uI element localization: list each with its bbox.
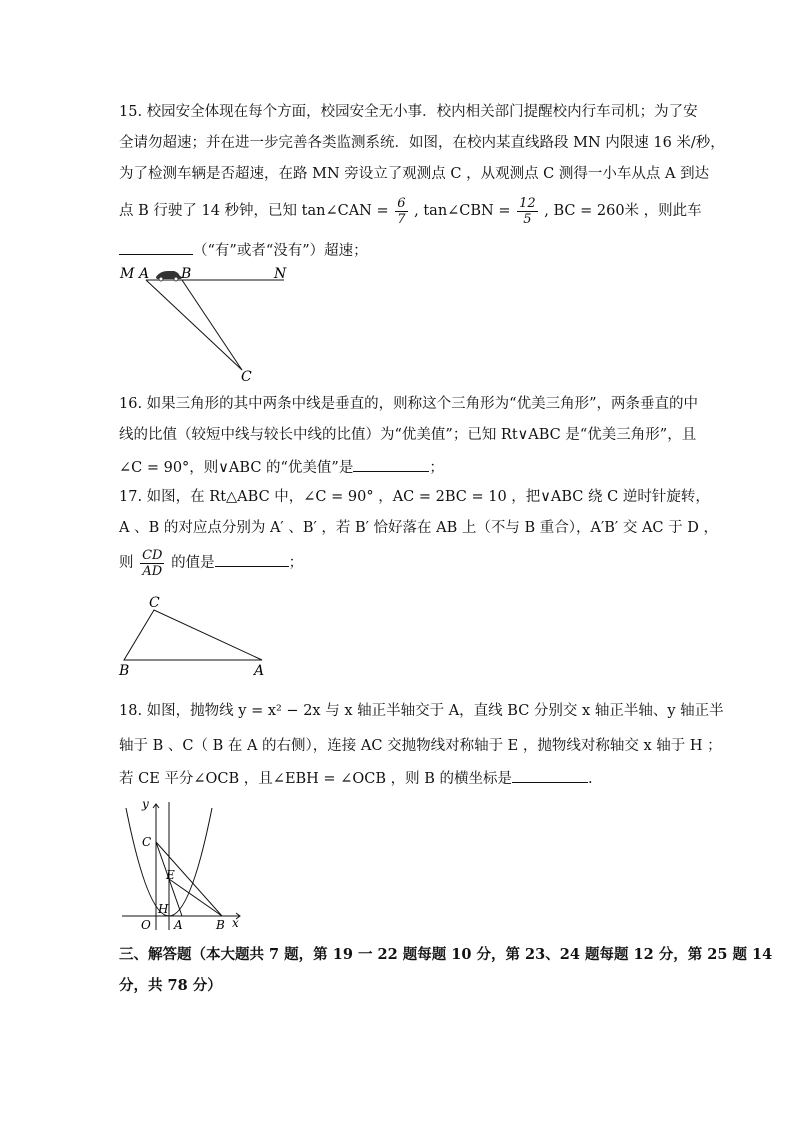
label-y: y <box>142 797 149 811</box>
q15-frac1-num: 6 <box>397 195 406 211</box>
q15-line4-post: , BC = 260米 ，则此车 <box>544 203 702 219</box>
q17-figure <box>114 592 274 680</box>
q17-line3 <box>119 544 303 582</box>
line-ac <box>146 280 242 370</box>
q15-frac1-den: 7 <box>397 211 406 227</box>
label-b: B <box>216 918 225 932</box>
q15-frac2-den: 5 <box>523 211 532 227</box>
q17-answer-blank[interactable] <box>215 550 289 567</box>
q18-line2: 轴于 B 、C（ B 在 A 的右侧），连接 AC 交抛物线对称轴于 E ，抛物线对称轴交 x 轴于 H ； <box>119 738 722 754</box>
q17-line3-end: ； <box>288 555 304 571</box>
q15-line4-pre: 点 B 行驶了 14 秒钟，已知 tan∠CAN = <box>119 203 389 219</box>
triangle-abc <box>124 610 262 660</box>
q17-frac-num: CD <box>142 547 163 563</box>
q15-line4 <box>119 194 702 228</box>
label-a: A <box>174 918 183 932</box>
line-bc <box>182 280 242 370</box>
q18-line3-post: . <box>587 771 593 787</box>
label-b: B <box>181 266 192 282</box>
q16-line3 <box>119 455 444 479</box>
label-a: A <box>254 663 265 679</box>
q15-figure <box>112 262 302 386</box>
q18-line3 <box>119 766 593 790</box>
q17-frac <box>140 548 164 579</box>
q18-figure <box>118 796 248 934</box>
q17-line1: 17. 如图，在 Rt△ABC 中，∠C = 90° ，AC = 2BC = 10 ，把∨ABC 绕 C 逆时针旋转， <box>119 489 710 505</box>
q15-frac2-num: 12 <box>519 195 536 211</box>
q15-line2: 全请勿超速；并在进一步完善各类监测系统．如图，在校内某直线路段 MN 内限速 16 米/秒， <box>119 135 725 151</box>
label-n: N <box>274 266 287 282</box>
q17-line3-pre: 则 <box>119 555 134 571</box>
q15-line4-mid: , tan∠CBN = <box>414 203 511 219</box>
q18-line3-pre: 若 CE 平分∠OCB ，且∠EBH = ∠OCB ，则 B 的横坐标是 <box>119 771 512 787</box>
q15-line3: 为了检测车辆是否超速，在路 MN 旁设立了观测点 C ，从观测点 C 测得一小车从点 A 到达 <box>119 166 710 182</box>
label-h: H <box>158 902 169 916</box>
q16-line3-pre: ∠C = 90°，则∨ABC 的“优美值”是 <box>119 460 354 476</box>
label-a: A <box>139 266 150 282</box>
section3-line2: 分，共 78 分） <box>119 977 222 994</box>
q16-line1: 16. 如果三角形的其中两条中线是垂直的，则称这个三角形为“优美三角形”，两条垂直的中 <box>119 396 698 412</box>
label-o: O <box>141 918 151 932</box>
label-e: E <box>166 868 175 882</box>
label-c: C <box>142 835 152 849</box>
q15-answer-blank[interactable] <box>119 238 193 255</box>
q18-answer-blank[interactable] <box>512 766 588 783</box>
q17-line2: A 、B 的对应点分别为 A′ 、B′ ，若 B′ 恰好落在 AB 上（不与 B 重合），A′B′ 交 AC 于 D ， <box>119 520 718 536</box>
q15-line1: 15. 校园安全体现在每个方面，校园安全无小事．校内相关部门提醒校内行车司机；为了安 <box>119 104 698 120</box>
q15-frac1 <box>395 196 407 227</box>
q15-line5 <box>119 238 368 262</box>
q18-line1: 18. 如图，抛物线 y = x² − 2x 与 x 轴正半轴交于 A，直线 BC 分别交 x 轴正半轴、y 轴正半 <box>119 703 724 719</box>
label-c: C <box>149 595 160 611</box>
label-c: C <box>241 369 252 385</box>
label-b: B <box>119 663 130 679</box>
line-eb <box>169 879 222 916</box>
label-x: x <box>232 916 239 930</box>
q15-line5-text: （“有”或者“没有”）超速； <box>193 243 368 259</box>
q17-frac-den: AD <box>142 563 163 579</box>
q15-frac2 <box>517 196 538 227</box>
q16-line3-post: ； <box>429 460 444 476</box>
q17-line3-post: 的值是 <box>171 555 215 571</box>
q16-answer-blank[interactable] <box>353 455 429 472</box>
section3-line1: 三、解答题（本大题共 7 题，第 19 一 22 题每题 10 分，第 23、24 题每题 12 分，第 25 题 14 <box>119 946 773 963</box>
label-m: M <box>120 266 135 282</box>
q16-line2: 线的比值（较短中线与较长中线的比值）为“优美值”；已知 Rt∨ABC 是“优美三角形”，且 <box>119 427 697 443</box>
